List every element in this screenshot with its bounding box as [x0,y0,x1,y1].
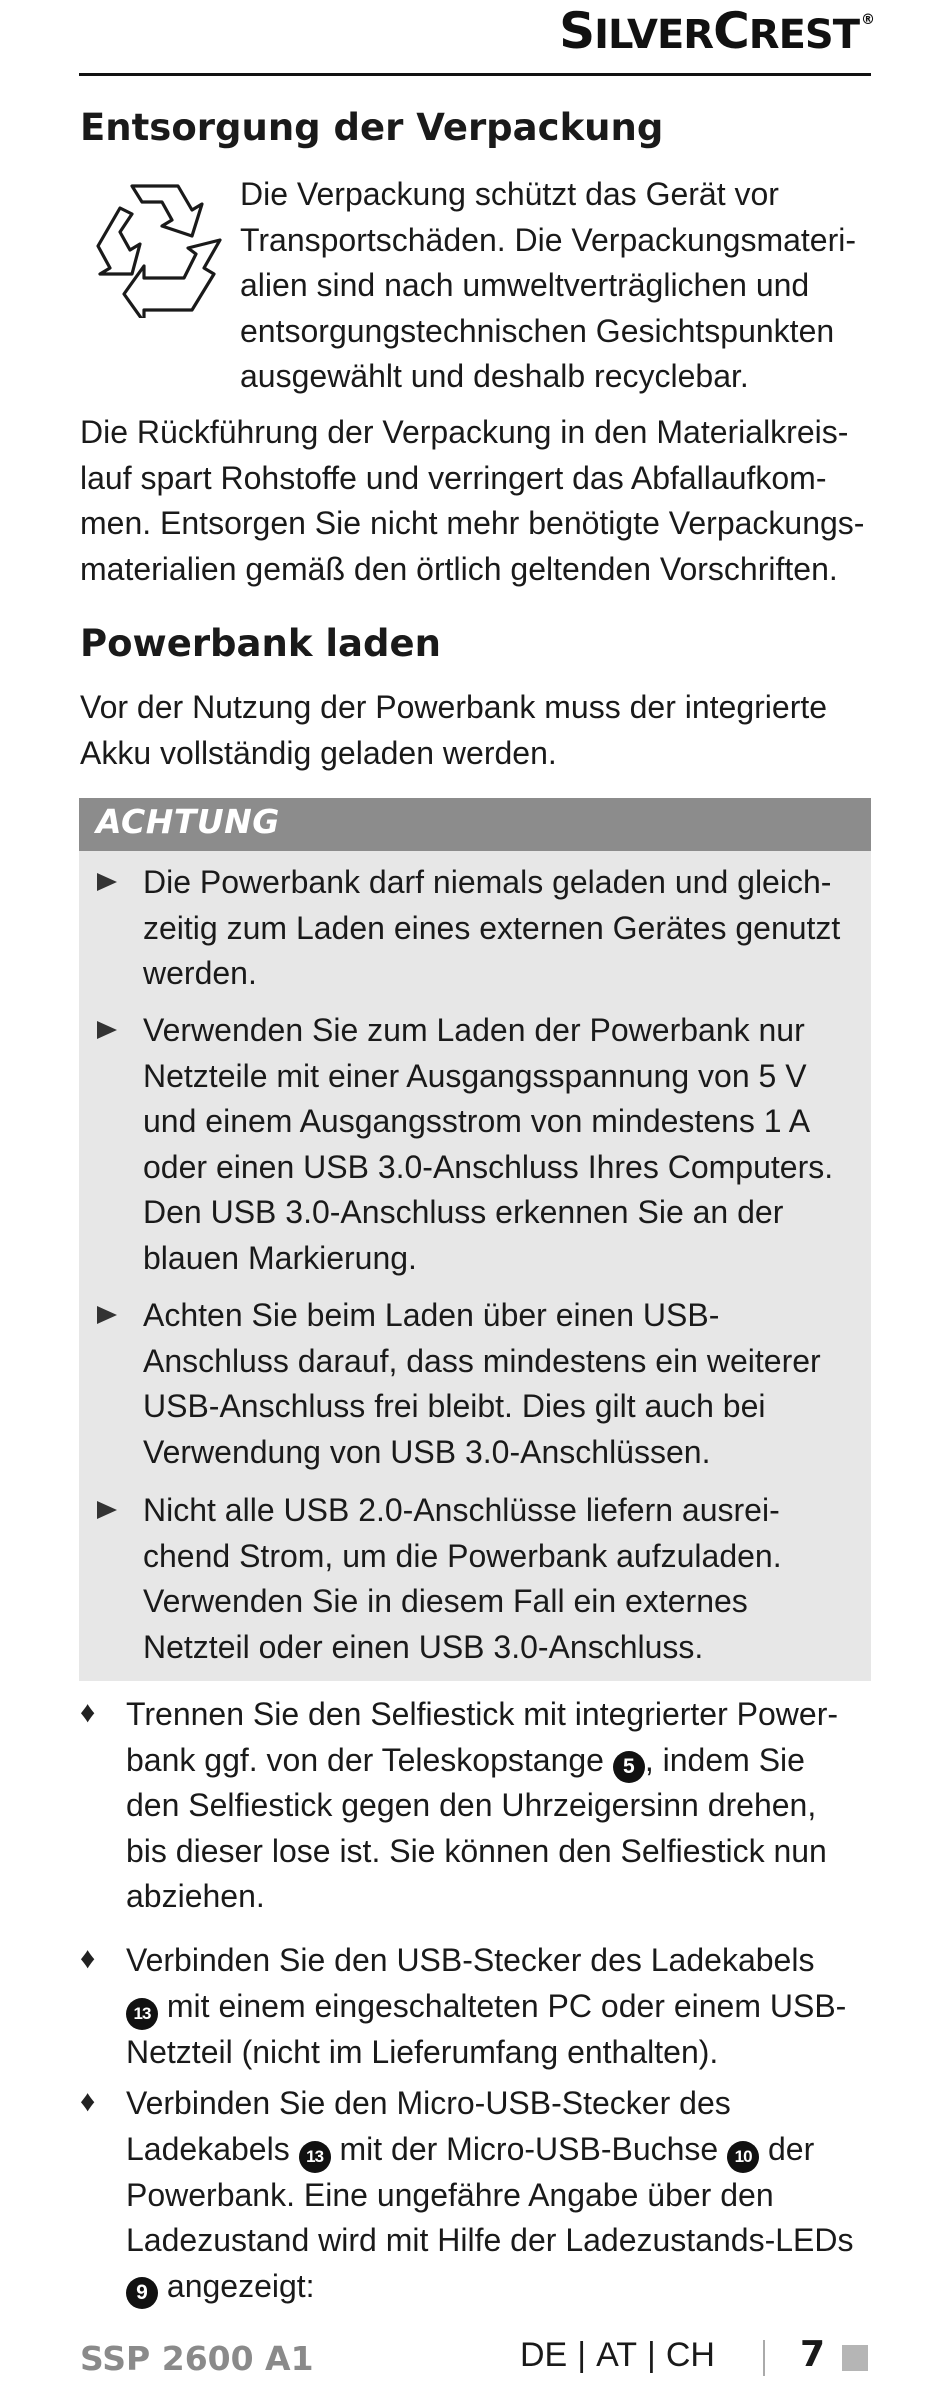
ref-number-badge: 10 [727,2141,759,2173]
warning-item: Achten Sie beim Laden über einen USB- Anschluss darauf, dass mindestens ein weiterer USB-Anschluss frei bleibt. Dies gilt auch bei Verwendung von USB 3.0-Anschlüssen. [143,1297,821,1470]
bullet-arrow-icon [97,1501,117,1519]
warning-item: Nicht alle USB 2.0-Anschlüsse liefern ausrei- chend Strom, um die Powerbank aufzuladen. Verwenden Sie in diesem Fall ein externes Netzteil oder einen USB 3.0-Anschluss. [143,1492,782,1665]
section-title-packaging: Entsorgung der Verpackung [80,106,664,149]
warning-label: ACHTUNG [96,802,280,841]
ref-number-badge: 13 [299,2141,331,2173]
page-number: 7 [800,2334,826,2375]
bullet-diamond-icon: ♦ [80,1942,96,1975]
section-title-charging: Powerbank laden [80,622,441,665]
recycle-icon [80,178,228,318]
footer-model: SSP 2600 A1 [80,2339,314,2378]
step-item: Verbinden Sie den Micro-USB-Stecker des Ladekabels 13 mit der Micro-USB-Buchse 10 der Powerbank. Eine ungefähre Angabe über den Ladezustand wird mit Hilfe der Ladezustands-LEDs 9 angezeigt: [126,2081,871,2309]
warning-header [79,798,871,851]
footer-countries: DE | AT | CH [520,2336,715,2374]
bullet-diamond-icon: ♦ [80,1696,96,1729]
charging-intro: Vor der Nutzung der Powerbank muss der integrierte Akku vollständig geladen werden. [80,689,828,771]
footer-divider [763,2340,765,2376]
warning-box [79,798,871,1681]
ref-number-badge: 9 [126,2277,158,2309]
warning-item: Verwenden Sie zum Laden der Powerbank nur Netzteile mit einer Ausgangsspannung von 5 V und einem Ausgangsstrom von mindestens 1 A oder einen USB 3.0-Anschluss Ihres Computers. Den USB 3.0-Anschluss erkennen Sie an der blauen Markierung. [143,1012,834,1276]
page-marker-square [842,2345,868,2371]
packaging-paragraph: Die Rückführung der Verpackung in den Materialkreis- lauf spart Rohstoffe und verringert das Abfallaufkom- men. Entsorgen Sie nicht mehr benötigte Verpackungs- materialien gemäß den örtlich geltenden Vorschriften. [80,414,865,587]
ref-number-badge: 5 [613,1751,645,1783]
ref-number-badge: 13 [126,1998,158,2030]
brand-logo: SILVERCREST ® [559,2,874,60]
step-item: Verbinden Sie den USB-Stecker des Ladekabels 13 mit einem eingeschalteten PC oder einem USB- Netzteil (nicht im Lieferumfang enthalten). [126,1942,847,2070]
bullet-diamond-icon: ♦ [80,2085,96,2118]
warning-item: Die Powerbank darf niemals geladen und gleich- zeitig zum Laden eines externen Gerätes genutzt werden. [143,864,841,991]
bullet-arrow-icon [97,1021,117,1039]
step-item: Trennen Sie den Selfiestick mit integrierter Power- bank ggf. von der Teleskopstange 5 , indem Sie den Selfiestick gegen den Uhrzeigersinn drehen, bis dieser lose ist. Sie können den Selfiestick nun abziehen. [126,1696,838,1914]
bullet-arrow-icon [97,873,117,891]
bullet-arrow-icon [97,1306,117,1324]
header-rule [79,73,871,76]
packaging-intro: Die Verpackung schützt das Gerät vor Transportschäden. Die Verpackungsmateri- alien sind nach umweltverträglichen und entsorgungstechnischen Gesichtspunkten ausgewählt und deshalb recyclebar. [240,176,856,394]
